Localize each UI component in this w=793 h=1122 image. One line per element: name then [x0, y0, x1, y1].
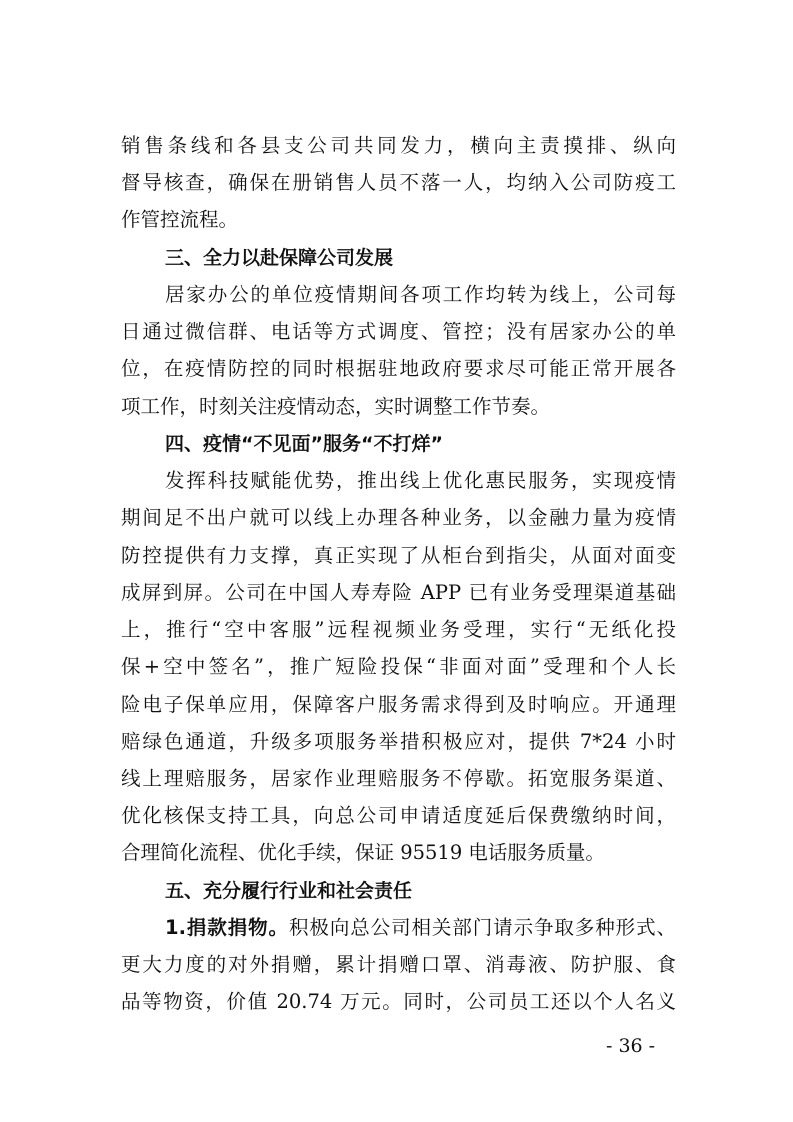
paragraph-line: 保+空中签名”，推广短险投保“非面对面”受理和个人长 [121, 655, 676, 678]
paragraph-line: 发挥科技赋能优势，推出线上优化惠民服务，实现疫情 [165, 469, 676, 492]
paragraph-line: 合理简化流程、优化手续，保证 95519 电话服务质量。 [121, 841, 605, 864]
paragraph-line: 赔绿色通道，升级多项服务举措积极应对，提供 7*24 小时 [121, 730, 676, 753]
paragraph-line: 险电子保单应用，保障客户服务需求得到及时响应。开通理 [121, 693, 676, 716]
paragraph-line: 品等物资，价值 20.74 万元。同时，公司员工还以个人名义 [121, 990, 676, 1013]
page-number: - 36 - [606, 1035, 656, 1057]
item-title-donation: 1.捐款捐物。 [165, 916, 289, 939]
paragraph-line: 项工作，时刻关注疫情动态，实时调整工作节奏。 [121, 395, 551, 418]
paragraph-line: 期间足不出户就可以线上办理各种业务，以金融力量为疫情 [121, 506, 676, 529]
paragraph-line: 位，在疫情防控的同时根据驻地政府要求尽可能正常开展各 [121, 357, 676, 380]
paragraph-line: 优化核保支持工具，向总公司申请适度延后保费缴纳时间， [121, 804, 676, 827]
section-heading-3: 三、全力以赴保障公司发展 [165, 247, 394, 269]
paragraph-line: 更大力度的对外捐赠，累计捐赠口罩、消毒液、防护服、食 [121, 953, 676, 976]
section-heading-5: 五、充分履行行业和社会责任 [165, 880, 413, 902]
paragraph-line [165, 913, 676, 943]
paragraph-line: 督导核查，确保在册销售人员不落一人，均纳入公司防疫工 [121, 171, 676, 194]
paragraph-line: 线上理赔服务，居家作业理赔服务不停歇。拓宽服务渠道、 [121, 767, 676, 790]
section-heading-4: 四、疫情“不见面”服务“不打烊” [165, 433, 443, 455]
paragraph-line: 作管控流程。 [121, 208, 239, 231]
paragraph-line: 居家办公的单位疫情期间各项工作均转为线上，公司每 [165, 283, 676, 306]
paragraph-line: 销售条线和各县支公司共同发力，横向主责摸排、纵向 [121, 134, 676, 157]
paragraph-line: 上，推行“空中客服”远程视频业务受理，实行“无纸化投 [121, 618, 676, 641]
item-body: 积极向总公司相关部门请示争取多种形式、 [288, 916, 676, 939]
paragraph-line: 日通过微信群、电话等方式调度、管控；没有居家办公的单 [121, 320, 676, 343]
paragraph-line: 成屏到屏。公司在中国人寿寿险 APP 已有业务受理渠道基础 [121, 581, 676, 604]
paragraph-line: 防控提供有力支撑，真正实现了从柜台到指尖，从面对面变 [121, 544, 676, 567]
